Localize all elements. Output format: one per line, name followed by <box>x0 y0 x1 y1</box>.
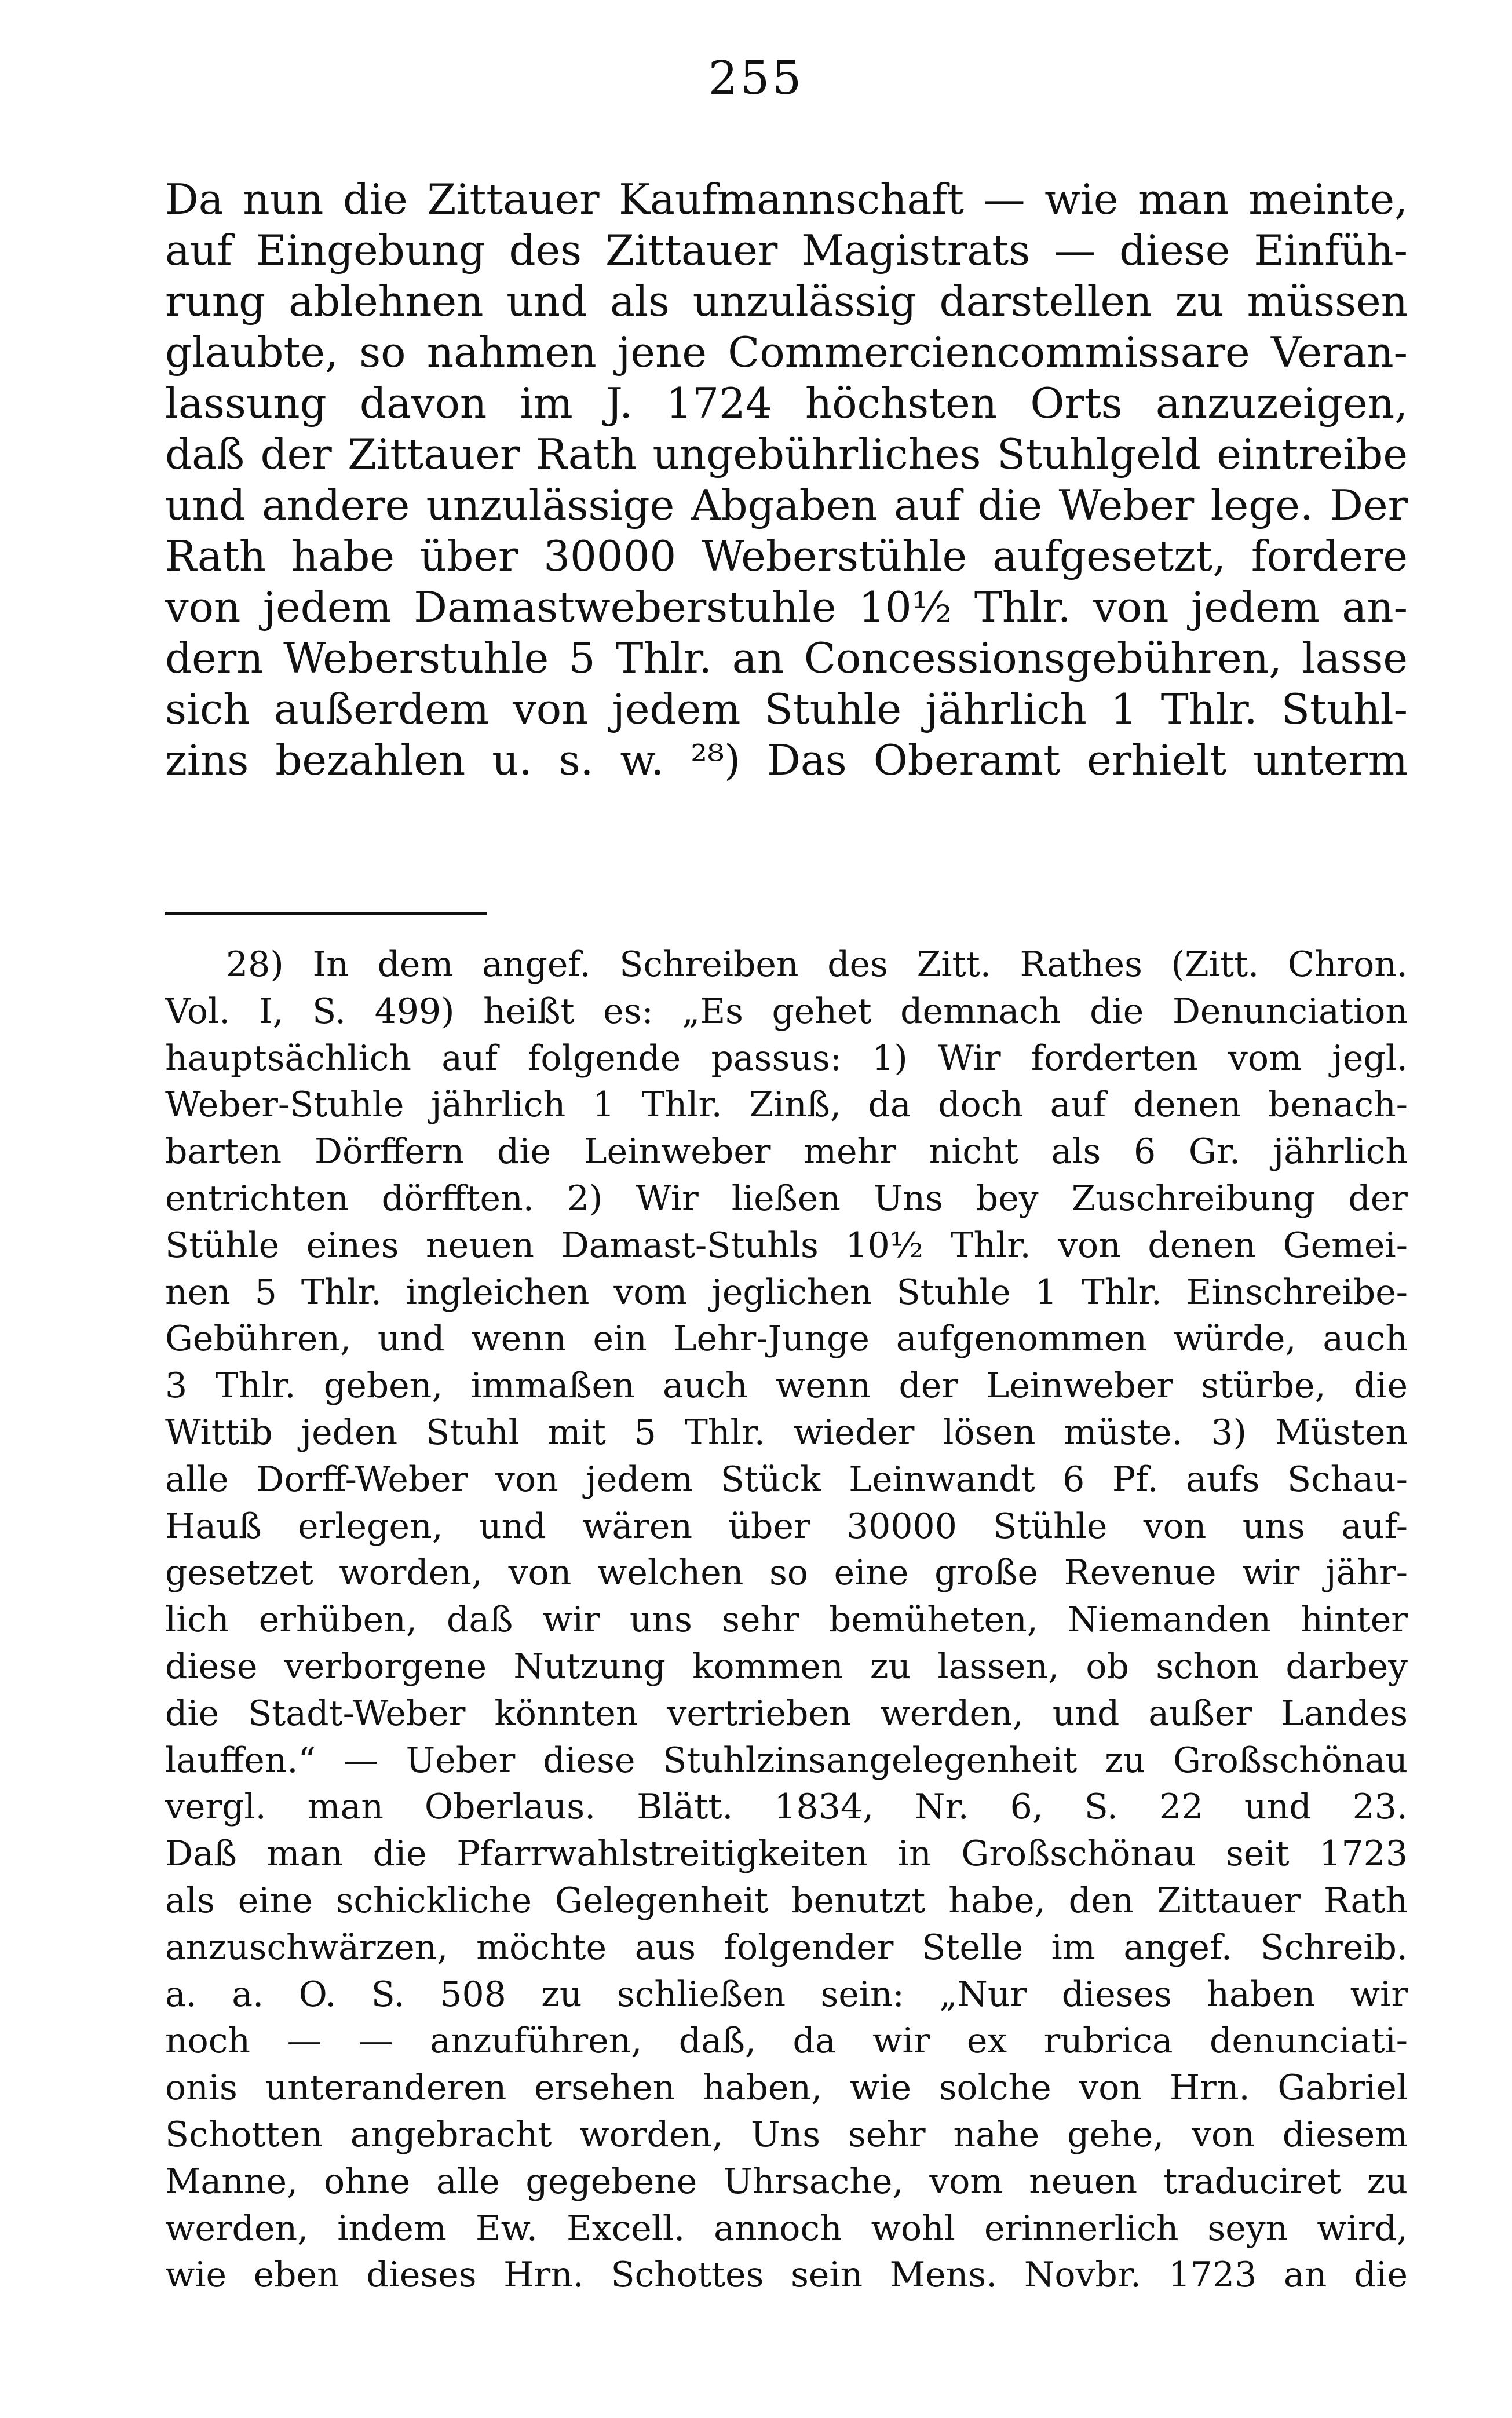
footnote-line: lauffen.“ — Ueber diese Stuhlzinsangelegenheit zu Großschönau <box>165 1740 1408 1781</box>
footnote-line: diese verborgene Nutzung kommen zu lassen, ob schon darbey <box>165 1646 1408 1687</box>
main-text-line: daß der Zittauer Rath ungebührliches Stuhlgeld eintreibe <box>165 430 1408 479</box>
main-text-line: auf Eingebung des Zittauer Magistrats — diese Einfüh- <box>165 226 1408 275</box>
footnote-line: Manne, ohne alle gegebene Uhrsache, vom neuen traduciret zu <box>165 2161 1408 2202</box>
footnote-line: gesetzet worden, von welchen so eine große Revenue wir jähr- <box>165 1553 1408 1594</box>
footnote-line: 3 Thlr. geben, immaßen auch wenn der Leinweber stürbe, die <box>165 1365 1408 1407</box>
footnote-line: Wittib jeden Stuhl mit 5 Thlr. wieder lösen müste. 3) Müsten <box>165 1412 1408 1453</box>
main-text-line: und andere unzulässige Abgaben auf die Weber lege. Der <box>165 481 1408 529</box>
footnote-line: barten Dörffern die Leinweber mehr nicht als 6 Gr. jährlich <box>165 1131 1408 1173</box>
footnote-line: Daß man die Pfarrwahlstreitigkeiten in Großschönau seit 1723 <box>165 1833 1408 1875</box>
footnote-line: werden, indem Ew. Excell. annoch wohl erinnerlich seyn wird, <box>165 2208 1408 2249</box>
footnote-line: nen 5 Thlr. ingleichen vom jeglichen Stuhle 1 Thlr. Einschreibe- <box>165 1272 1408 1313</box>
footnote-line: Vol. I, S. 499) heißt es: „Es gehet demnach die Denunciation <box>165 991 1408 1032</box>
footnote-line: onis unteranderen ersehen haben, wie solche von Hrn. Gabriel <box>165 2068 1408 2109</box>
footnote-block <box>165 941 1408 2299</box>
footnote-line: Gebühren, und wenn ein Lehr-Junge aufgenommen würde, auch <box>165 1318 1408 1360</box>
footnote-line: lich erhüben, daß wir uns sehr bemüheten, Niemanden hinter <box>165 1599 1408 1641</box>
footnote-line: wie eben dieses Hrn. Schottes sein Mens. Novbr. 1723 an die <box>165 2255 1408 2296</box>
main-text-line: zins bezahlen u. s. w. ²⁸) Das Oberamt erhielt unterm <box>165 736 1408 784</box>
footnote-line: die Stadt-Weber könnten vertrieben werden, und außer Landes <box>165 1693 1408 1734</box>
footnote-divider <box>165 912 487 915</box>
main-text-line: sich außerdem von jedem Stuhle jährlich 1 Thlr. Stuhl- <box>165 685 1408 733</box>
main-text-line: rung ablehnen und als unzulässig darstellen zu müssen <box>165 277 1408 326</box>
main-text-block <box>165 174 1408 786</box>
main-text-line: von jedem Damastweberstuhle 10½ Thlr. von jedem an- <box>165 583 1408 631</box>
footnote-line: entrichten dörfften. 2) Wir ließen Uns bey Zuschreibung der <box>165 1178 1408 1219</box>
main-text-line: lassung davon im J. 1724 höchsten Orts anzuzeigen, <box>165 379 1408 428</box>
footnote-line: Schotten angebracht worden, Uns sehr nahe gehe, von diesem <box>165 2114 1408 2155</box>
footnote-line: Stühle eines neuen Damast-Stuhls 10½ Thlr. von denen Gemei- <box>165 1225 1408 1266</box>
footnote-line: Weber-Stuhle jährlich 1 Thlr. Zinß, da doch auf denen benach- <box>165 1084 1408 1126</box>
main-text-line: glaubte, so nahmen jene Commerciencommissare Veran- <box>165 328 1408 377</box>
footnote-line: a. a. O. S. 508 zu schließen sein: „Nur dieses haben wir <box>165 1974 1408 2015</box>
footnote-line: Hauß erlegen, und wären über 30000 Stühle von uns auf- <box>165 1506 1408 1547</box>
footnote-line: als eine schickliche Gelegenheit benutzt habe, den Zittauer Rath <box>165 1880 1408 1921</box>
footnote-line: hauptsächlich auf folgende passus: 1) Wir forderten vom jegl. <box>165 1038 1408 1079</box>
footnote-line: alle Dorff-Weber von jedem Stück Leinwandt 6 Pf. aufs Schau- <box>165 1459 1408 1500</box>
main-text-line: Rath habe über 30000 Weberstühle aufgesetzt, fordere <box>165 532 1408 580</box>
page-number: 255 <box>708 51 804 105</box>
footnote-line: noch — — anzuführen, daß, da wir ex rubrica denunciati- <box>165 2021 1408 2062</box>
main-text-line: Da nun die Zittauer Kaufmannschaft — wie man meinte, <box>165 175 1408 224</box>
footnote-line: vergl. man Oberlaus. Blätt. 1834, Nr. 6, S. 22 und 23. <box>165 1787 1408 1828</box>
main-text-line: dern Weberstuhle 5 Thlr. an Concessionsgebühren, lasse <box>165 634 1408 682</box>
footnote-line: 28) In dem angef. Schreiben des Zitt. Rathes (Zitt. Chron. <box>226 944 1408 985</box>
footnote-line: anzuschwärzen, möchte aus folgender Stelle im angef. Schreib. <box>165 1927 1408 1968</box>
